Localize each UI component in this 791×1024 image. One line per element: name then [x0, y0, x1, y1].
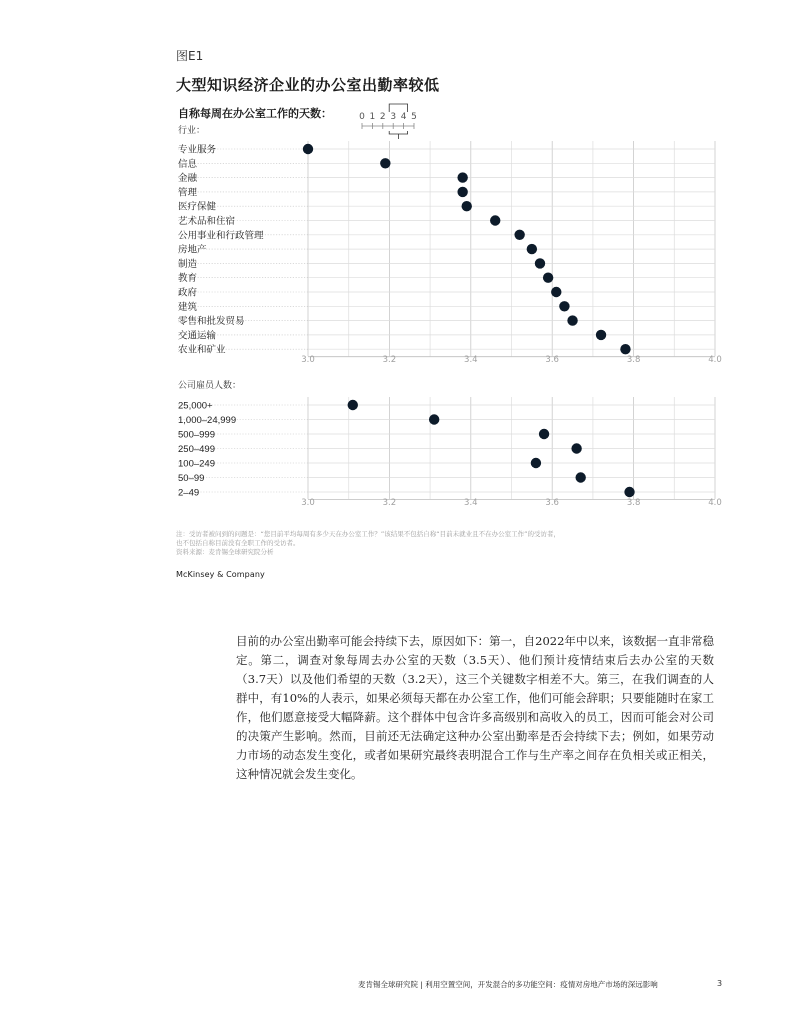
category-label: 专业服务: [178, 144, 217, 156]
x-tick-label: 3.2: [382, 355, 397, 365]
category-label: 公用事业和行政管理: [178, 230, 264, 242]
category-label: 零售和批发贸易: [178, 316, 245, 328]
data-dot: [620, 344, 630, 354]
x-tick-label: 3.0: [301, 355, 315, 365]
data-dot: [462, 201, 472, 211]
legend-pointer: [389, 131, 407, 139]
data-dot: [543, 273, 553, 283]
data-dot: [575, 472, 585, 482]
category-label: 房地产: [178, 244, 207, 256]
data-dot: [559, 301, 569, 311]
category-label: 250–499: [178, 444, 215, 455]
mckinsey-logo: McKinsey & Company: [176, 570, 265, 579]
data-dot: [380, 158, 390, 168]
data-dot: [527, 244, 537, 254]
group-label: 行业：: [178, 126, 206, 136]
data-dot: [571, 443, 581, 453]
category-label: 艺术品和住宿: [178, 216, 236, 227]
data-dot: [429, 414, 439, 424]
category-label: 交通运输: [178, 330, 217, 342]
x-tick-label: 3.4: [464, 355, 478, 365]
data-dot: [551, 287, 561, 297]
category-label: 金融: [178, 173, 198, 185]
category-label: 管理: [178, 187, 198, 199]
data-dot: [624, 487, 634, 497]
group-label: 公司雇员人数：: [178, 381, 242, 391]
category-label: 建筑: [178, 301, 198, 313]
legend-tick-label: 3: [390, 112, 397, 122]
x-tick-label: 3.6: [545, 355, 559, 365]
x-tick-label: 3.6: [545, 498, 559, 508]
data-dot: [535, 258, 545, 268]
category-label: 教育: [178, 273, 198, 285]
grid-layer: [178, 141, 715, 500]
legend-tick-label: 0: [359, 112, 365, 122]
x-tick-label: 3.8: [626, 355, 641, 365]
data-dot: [514, 230, 524, 240]
data-dot: [303, 144, 313, 154]
data-dot: [596, 330, 606, 340]
chart-subtitle: 自称每周在办公室工作的天数：: [178, 107, 332, 120]
page-number: 3: [717, 979, 723, 988]
note-line-1: 注：受访者被问到的问题是：“您目前平均每周有多少天在办公室工作？”该结果不包括自称“目前未就业且不在办公室工作”的受访者，: [176, 530, 560, 538]
category-label: 2–49: [178, 487, 200, 499]
category-label: 1,000–24,999: [178, 415, 237, 426]
category-label: 医疗保健: [178, 201, 217, 213]
x-tick-label: 4.0: [708, 498, 722, 508]
note-line-2: 也不包括自称目前没有全职工作的受访者。: [176, 539, 300, 547]
legend-tick-label: 4: [400, 112, 407, 122]
category-label: 农业和矿业: [178, 344, 226, 356]
body-paragraph: 目前的办公室出勤率可能会持续下去，原因如下：第一，自2022年中以来，该数据一直非常稳定。第二，调查对象每周去办公室的天数（3.5天）、他们预计疫情结束后去办公室的天数（3.7天）以及他们希望的天数（3.2天），这三个关键数字相差不大。第三，在我们调查的人群中，有10%的人表示，如果必须每天都在办公室工作，他们可能会辞职；只要能随时在家工作，他们愿意接受大幅降薪。这个群体中包含许多高级别和高收入的员工，因而可能会对公司的决策产生影响。然而，目前还无法确定这种办公室出勤率是否会持续下去；例如，如果劳动力市场的动态发生变化，或者如果研究最终表明混合工作与生产率之间存在负相关或正相关，这种情况就会发生变化。: [236, 634, 714, 781]
x-tick-label: 3.2: [382, 498, 397, 508]
category-label: 50–99: [178, 473, 205, 484]
figure-label: 图E1: [176, 49, 204, 63]
data-dot: [567, 315, 577, 325]
data-dot: [457, 172, 467, 182]
x-tick-label: 4.0: [708, 355, 722, 365]
legend-tick-label: 1: [369, 112, 376, 122]
category-label: 500–999: [178, 429, 215, 441]
category-label: 政府: [178, 287, 198, 299]
legend-tick-label: 5: [411, 112, 417, 122]
category-label: 25,000+: [178, 400, 213, 412]
data-dot: [539, 429, 549, 439]
x-tick-label: 3.8: [626, 498, 641, 508]
x-tick-label: 3.4: [464, 498, 478, 508]
source-line: 资料来源：麦肯锡全球研究院分析: [176, 548, 274, 556]
category-label: 100–249: [178, 458, 215, 470]
figure-title: 大型知识经济企业的办公室出勤率较低: [176, 76, 440, 94]
data-dot: [531, 458, 541, 468]
category-label: 信息: [178, 158, 198, 170]
data-dot: [348, 400, 358, 410]
data-dot: [457, 187, 467, 197]
page-footer: 麦肯锡全球研究院 | 利用空置空间，开发混合的多功能空间：疫情对房地产市场的深远影响: [358, 980, 658, 989]
x-tick-label: 3.0: [301, 498, 315, 508]
category-label: 制造: [178, 258, 198, 270]
data-dot: [490, 215, 500, 225]
legend-highlight-bracket: [389, 104, 407, 112]
legend-tick-label: 2: [379, 112, 386, 122]
